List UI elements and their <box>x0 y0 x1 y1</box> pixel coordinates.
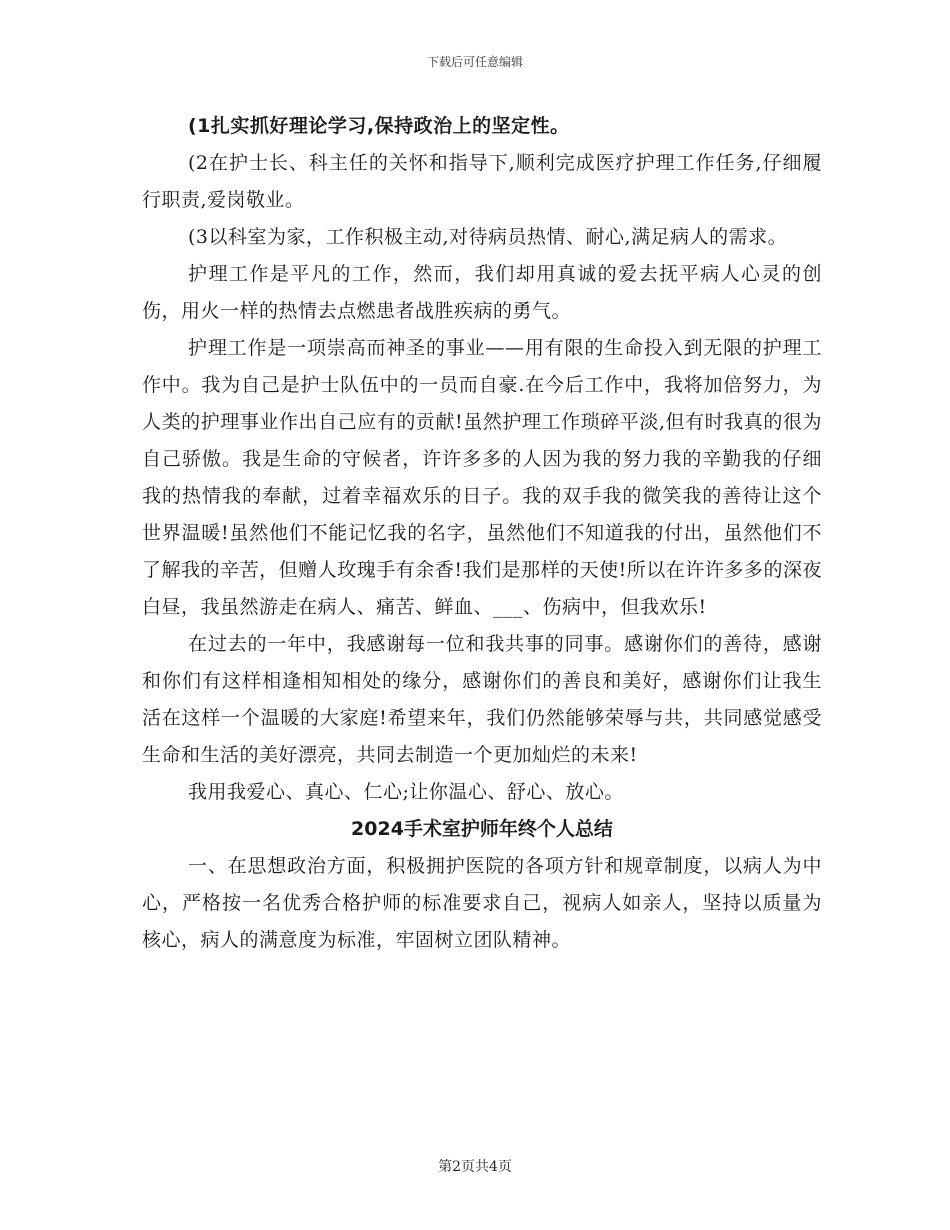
paragraph-thanks: 在过去的一年中，我感谢每一位和我共事的同事。感谢你们的善待，感谢和你们有这样相逢相知相处的缘分，感谢你们的善良和美好，感谢你们让我生活在这样一个温暖的大家庭!希望来年，我们仍然能够荣辱与共，共同感觉感受生命和生活的美好漂亮，共同去制造一个更加灿烂的未来! <box>142 633 822 766</box>
page-header: 下载后可任意编辑 <box>426 55 523 69</box>
section-paragraph-1: 一、在思想政治方面，积极拥护医院的各项方针和规章制度，以病人为中心，严格按一名优秀合格护师的标准要求自己，视病人如亲人，坚持以质量为核心，病人的满意度为标准，牢固树立团队精神。 <box>142 855 822 951</box>
section-title: 2024手术室护师年终个人总结 <box>351 818 613 840</box>
page-footer: 第2页共4页 <box>438 1159 512 1175</box>
paragraph-item-3: (3以科室为家，工作积极主动,对待病员热情、耐心,满足病人的需求。 <box>188 226 788 248</box>
paragraph-nursing-ordinary: 护理工作是平凡的工作，然而，我们却用真诚的爱去抚平病人心灵的创伤，用火一样的热情去点燃患者战胜疾病的勇气。 <box>142 263 822 322</box>
paragraph-closing: 我用我爱心、真心、仁心;让你温心、舒心、放心。 <box>188 781 624 803</box>
paragraph-item-2: (2在护士长、科主任的关怀和指导下,顺利完成医疗护理工作任务,仔细履行职责,爱岗敬业。 <box>142 152 822 211</box>
paragraph-item-1: (1扎实抓好理论学习,保持政治上的坚定性。 <box>188 115 570 137</box>
document-body <box>142 108 822 959</box>
paragraph-nursing-career: 护理工作是一项崇高而神圣的事业——用有限的生命投入到无限的护理工作中。我为自己是护士队伍中的一员而自豪.在今后工作中，我将加倍努力，为人类的护理事业作出自己应有的贡献!虽然护理工作琐碎平淡,但有时我真的很为自己骄傲。我是生命的守候者，许许多多的人因为我的努力我的辛勤我的仔细我的热情我的奉献，过着幸福欢乐的日子。我的双手我的微笑我的善待让这个世界温暖!虽然他们不能记忆我的名字，虽然他们不知道我的付出，虽然他们不了解我的辛苦，但赠人玫瑰手有余香!我们是那样的天使!所以在许许多多的深夜白昼，我虽然游走在病人、痛苦、鲜血、___、伤病中，但我欢乐! <box>142 337 822 618</box>
